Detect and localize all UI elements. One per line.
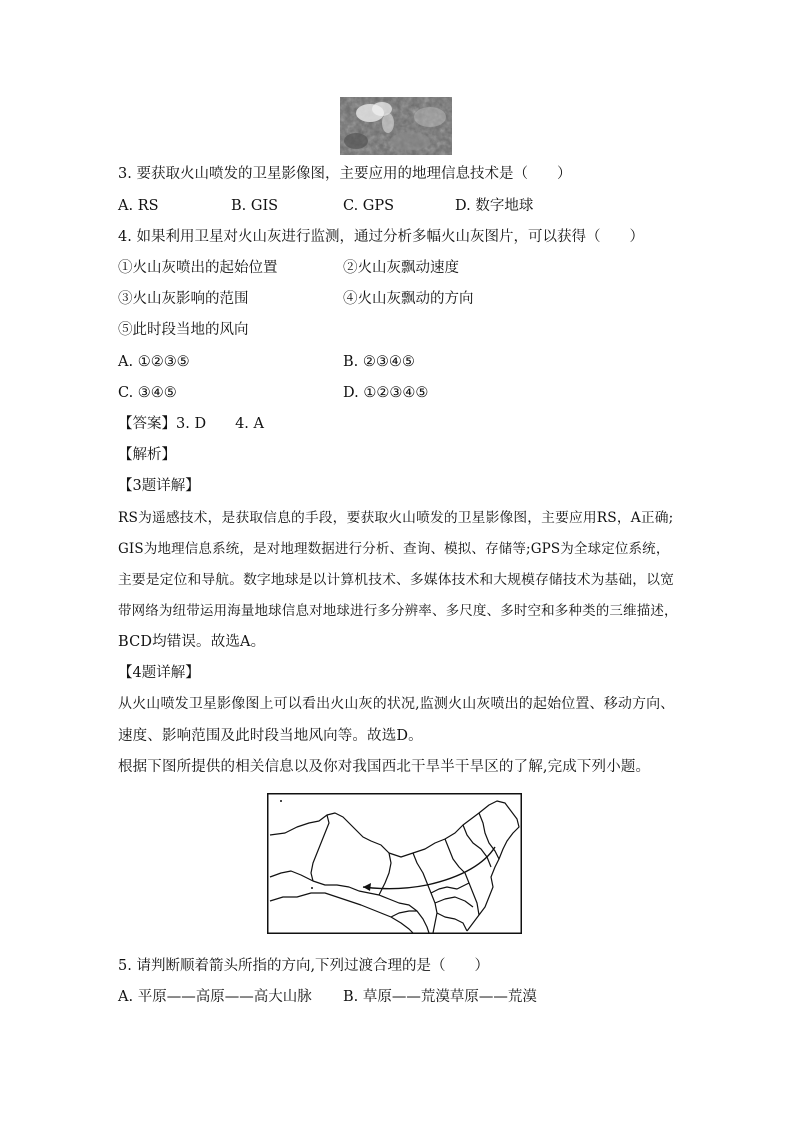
q5-option-a: A. 平原——高原——高大山脉 (118, 989, 312, 1005)
q3-option-a: A. RS (118, 198, 159, 214)
volcano-satellite-image (340, 97, 452, 155)
q3-option-c: C. GPS (343, 198, 395, 214)
q4-option-c: C. ③④⑤ (118, 385, 177, 401)
q4-item-3: ③火山灰影响的范围 (118, 291, 249, 307)
q3-detail-line: GIS为地理信息系统，是对地理数据进行分析、查询、模拟、存储等;GPS为全球定位系统， (118, 541, 670, 557)
q4-detail-line: 速度、影响范围及此时段当地风向等。故选D。 (118, 728, 423, 744)
q3-detail-heading: 【3题详解】 (118, 478, 200, 494)
question-3-stem: 3. 要获取火山喷发的卫星影像图，主要应用的地理信息技术是（ ） (118, 166, 572, 182)
answer-text: 3. D 4. A (176, 416, 264, 432)
q4-option-a: A. ①②③⑤ (118, 354, 190, 370)
answer-label: 【答案】 (118, 416, 176, 432)
q4-option-d: D. ①②③④⑤ (343, 385, 429, 401)
q3-detail-line: 带网络为纽带运用海量地球信息对地球进行多分辨率、多尺度、多时空和多种类的三维描述， (118, 603, 678, 619)
q3-detail-line: 主要是定位和导航。数字地球是以计算机技术、多媒体技术和大规模存储技术为基础，以宽 (118, 572, 675, 588)
q3-detail-line: RS为遥感技术，是获取信息的手段，要获取火山喷发的卫星影像图，主要应用RS，A正确; (118, 510, 674, 526)
q4-item-4: ④火山灰飘动的方向 (343, 291, 474, 307)
northwest-china-map (267, 793, 522, 934)
q3-option-b: B. GIS (231, 198, 279, 214)
answer-line (118, 414, 264, 434)
q3-detail-line: BCD均错误。故选A。 (118, 634, 266, 650)
group-intro: 根据下图所提供的相关信息以及你对我国西北干旱半干旱区的了解,完成下列小题。 (118, 759, 651, 775)
q4-option-b: B. ②③④⑤ (343, 354, 415, 370)
q3-option-d: D. 数字地球 (455, 198, 534, 214)
analysis-heading: 【解析】 (118, 447, 176, 463)
q4-detail-heading: 【4题详解】 (118, 665, 200, 681)
q4-detail-line: 从火山喷发卫星影像图上可以看出火山灰的状况,监测火山灰喷出的起始位置、移动方向、 (118, 696, 675, 712)
question-5-stem: 5. 请判断顺着箭头所指的方向,下列过渡合理的是（ ） (118, 958, 490, 974)
question-4-stem: 4. 如果利用卫星对火山灰进行监测，通过分析多幅火山灰图片，可以获得（ ） (118, 229, 644, 245)
q5-option-b: B. 草原——荒漠草原——荒漠 (343, 989, 537, 1005)
q4-item-1: ①火山灰喷出的起始位置 (118, 260, 278, 276)
q4-item-5: ⑤此时段当地的风向 (118, 322, 249, 338)
q4-item-2: ②火山灰飘动速度 (343, 260, 459, 276)
